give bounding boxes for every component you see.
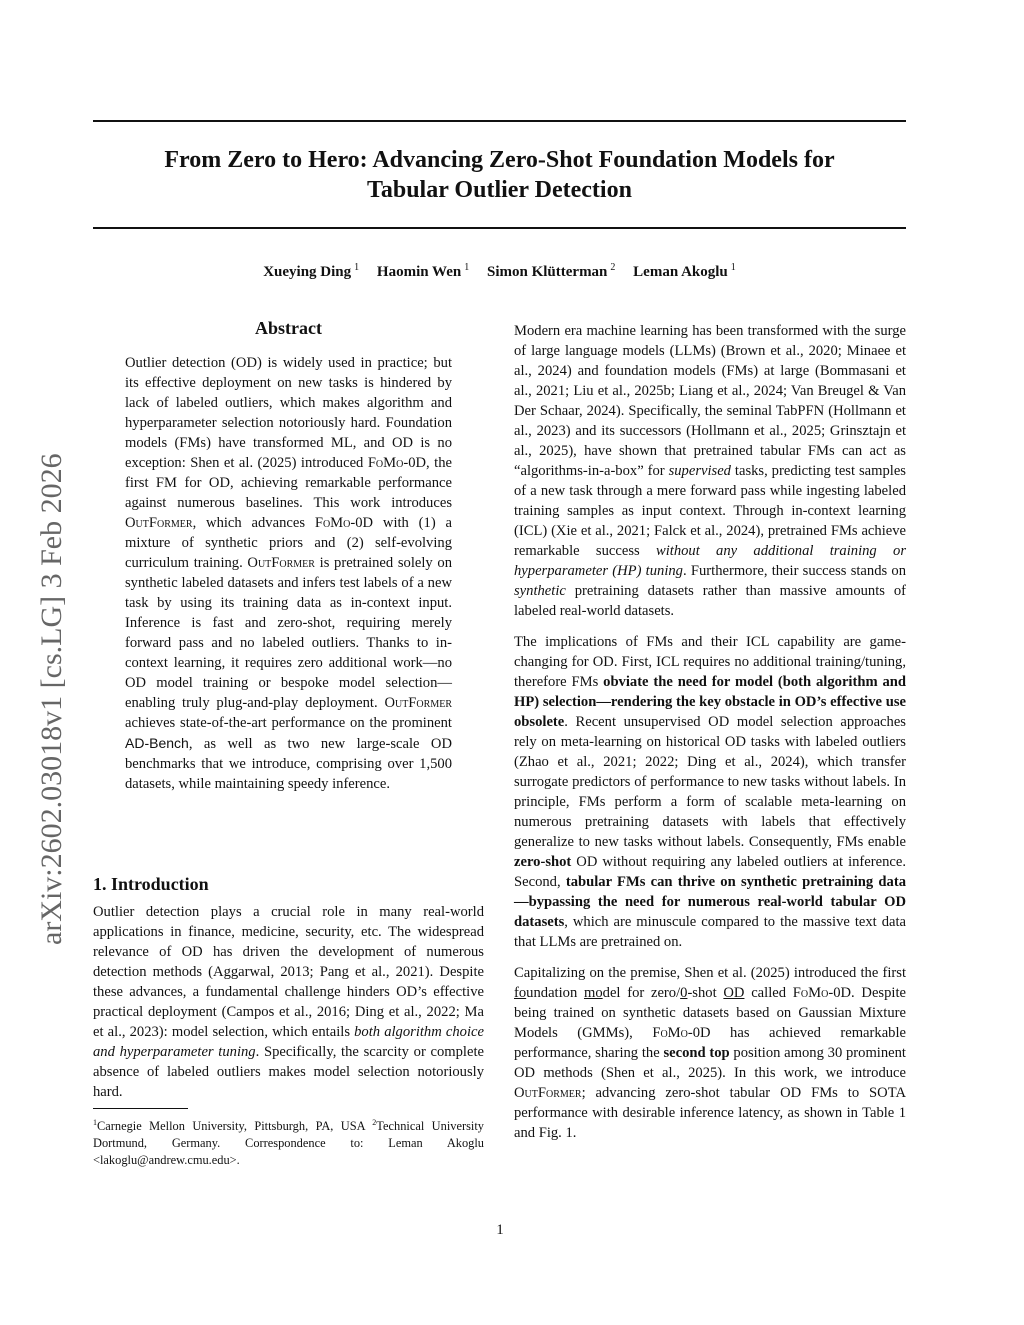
paragraph: The implications of FMs and their ICL capability are game-changing for OD. First, ICL requires no additional training/tuning, therefore FMs obviate the need for model (both algorithm and HP) selection—rendering the key obstacle in OD’s effective use obsolete. Recent unsupervised OD model selection approaches rely on meta-learning on historical OD tasks with labeled outliers (Zhao et al., 2021; 2022; Ding et al., 2024), which transfer surrogate predictors of performance to new tasks without labels. In principle, FMs perform a form of scalable meta-learning on numerous pretraining datasets with labels that effectively generalize to new tasks without labels. Consequently, FMs enable zero-shot OD without requiring any labeled outliers at inference. Second, tabular FMs can thrive on synthetic pretraining data—bypassing the need for numerous real-world tabular OD datasets, which are minuscule compared to the massive text data that LLMs are pretrained on. [514, 634, 906, 950]
abstract-heading: Abstract [255, 318, 322, 338]
paper-title [93, 145, 906, 205]
title-rule-top [93, 120, 906, 122]
paragraph: Modern era machine learning has been transformed with the surge of large language models (LLMs) (Brown et al., 2020; Minaee et al., 2024) and foundation models (FMs) at large (Bommasani et al., 2021; Liu et al., 2025b; Liang et al., 2024; Van Breugel & Van Der Schaar, 2024). Specifically, the seminal TabPFN (Hollmann et al., 2023) and its successors (Hollmann et al., 2025; Grinsztajn et al., 2025), have shown that pretrained tabular FMs can act as “algorithms-in-a-box” for supervised tasks, predicting test samples of a new task through a mere forward pass while ingesting labeled training samples as input context. Through in-context learning (ICL) (Xie et al., 2021; Falck et al., 2024), pretrained FMs achieve remarkable success without any additional training or hyperparameter (HP) tuning. Furthermore, their success stands on synthetic pretraining datasets rather than massive amounts of labeled real-world datasets. [514, 323, 907, 619]
author: Haomin Wen $^1$ [376, 262, 470, 280]
footnote: $^1$Carnegie Mellon University, Pittsburgh, PA, USA $^2$Technical University Dortmund, Germany. Correspondence to: Leman Akoglu <lakoglu@andrew.cmu.edu>. [93, 1118, 484, 1168]
author-list [93, 262, 906, 281]
title-line-2: Tabular Outlier Detection [367, 177, 632, 203]
arxiv-identifier: arXiv:2602.03018v1 [cs.LG] 3 Feb 2026 [35, 453, 68, 945]
intro-paragraph: Outlier detection plays a crucial role in many real-world applications in finance, medicine, security, etc. The widespread relevance of OD has driven the development of numerous detection methods (Aggarwal, 2013; Pang et al., 2021). Despite these advances, a fundamental challenge hinders OD’s effective practical deployment (Campos et al., 2016; Ding et al., 2022; Ma et al., 2023): model selection, which entails both algorithm choice and hyperparameter tuning. Specifically, the scarcity or complete absence of labeled outliers makes model selection notoriously hard. [93, 904, 484, 1100]
title-line-1: From Zero to Hero: Advancing Zero-Shot Foundation Models for [164, 147, 835, 173]
author: Xueying Ding $^1$ [263, 262, 360, 280]
footnote-rule [93, 1108, 188, 1109]
section-heading-introduction: 1. Introduction [93, 874, 209, 894]
author: Leman Akoglu $^1$ [633, 262, 736, 280]
paragraph: Capitalizing on the premise, Shen et al. (2025) introduced the first foundation model for zero/0-shot OD called FoMo-0D. Despite being trained on synthetic datasets based on Gaussian Mixture Models (GMMs), FoMo-0D has achieved remarkable performance, sharing the second top position among 30 prominent OD methods (Shen et al., 2025). In this work, we introduce OutFormer; advancing zero-shot tabular OD FMs to SOTA performance with desirable inference latency, as shown in Table 1 and Fig. 1. [514, 965, 906, 1141]
author: Simon Klütterman $^2$ [486, 262, 616, 280]
page-number: 1 [496, 1222, 504, 1238]
right-column [514, 321, 906, 1154]
title-rule-bottom [93, 227, 906, 229]
abstract-text: Outlier detection (OD) is widely used in practice; but its effective deployment on new tasks is hindered by lack of labeled outliers, which makes algorithm and hyperparameter selection notoriously hard. Foundation models (FMs) have transformed ML, and OD is no exception: Shen et al. (2025) introduced FoMo-0D, the first FM for OD, achieving remarkable performance against numerous baselines. This work introduces OutFormer, which advances FoMo-0D with (1) a mixture of synthetic priors and (2) self-evolving curriculum training. OutFormer is pretrained solely on synthetic labeled datasets and infers test labels of a new task by using its training data as in-context input. Inference is fast and zero-shot, requiring merely forward pass and no labeled outliers. Thanks to in-context learning, it requires zero additional work—no OD model training or bespoke model selection—enabling truly plug-and-play deployment. OutFormer achieves state-of-the-art performance on the prominent AD-Bench, as well as two new large-scale OD benchmarks that we introduce, comprising over 1,500 datasets, while maintaining speedy inference. [125, 355, 452, 792]
